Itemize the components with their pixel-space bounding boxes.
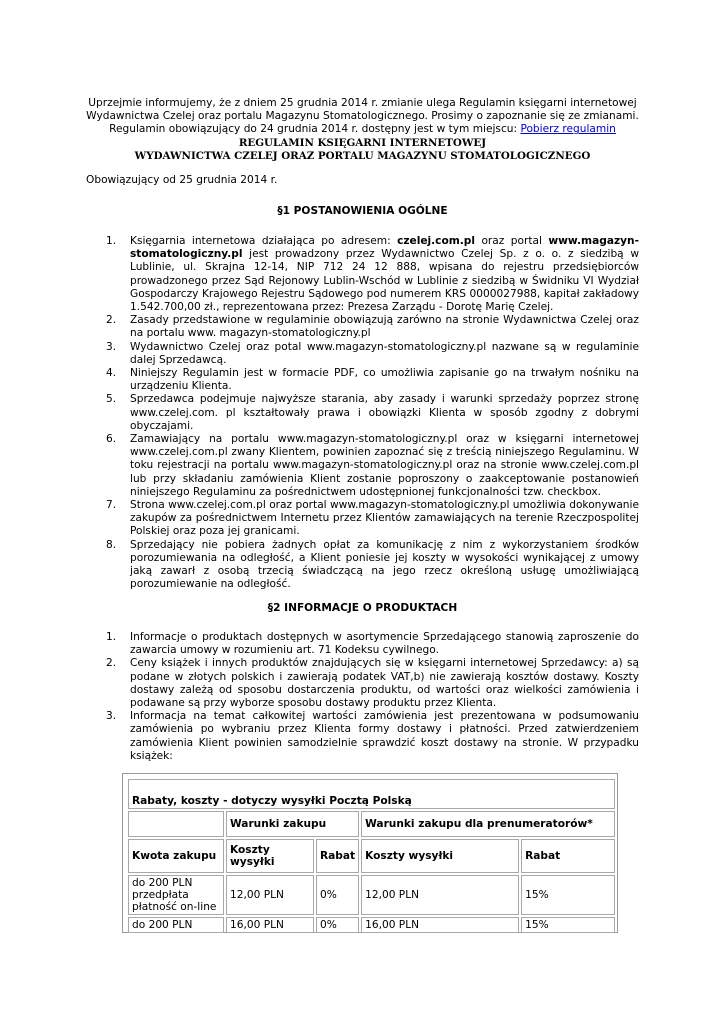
section1-heading: §1 POSTANOWIENIA OGÓLNE	[277, 205, 448, 217]
table-row: do 200 PLN 16,00 PLN 0% 16,00 PLN 15%	[128, 917, 615, 933]
list-item: 4. Niniejszy Regulamin jest w formacie PDF, co umożliwia zapisanie go na trwałym nośniku na urządzeniu Klienta.	[106, 367, 639, 393]
header-subscriber-discount: Rabat	[521, 839, 615, 873]
group-header-purchase-terms: Warunki zakupu	[226, 811, 359, 837]
list-item: 3. Informacja na temat całkowitej wartości zamówienia jest prezentowana w podsumowaniu zamówienia po wybraniu przez Klienta formy dostawy i płatności. Przed zatwierdzeniem zamówienia Klient powinien samodzielnie sprawdzić koszt dostawy na stronie. W przypadku książek:	[106, 710, 639, 762]
effective-date: Obowiązujący od 25 grudnia 2014 r.	[86, 174, 278, 186]
download-regulations-link[interactable]: Pobierz regulamin	[520, 123, 616, 136]
section2-heading: §2 INFORMACJE O PRODUKTACH	[267, 602, 458, 614]
notice-text: Uprzejmie informujemy, że z dniem 25 grudnia 2014 r. zmianie ulega Regulamin księgarni internetowej Wydawnictwa Czelej oraz portalu Magazynu Stomatologicznego. Prosimy o zapoznanie się ze zmianami. Regulamin obowiązujący do 24 grudnia 2014 r. dostępny jest w tym miejscu:	[86, 97, 639, 136]
change-notice	[86, 97, 639, 137]
document-title-line2: WYDAWNICTWA CZELEJ ORAZ PORTALU MAGAZYNU STOMATOLOGICZNEGO	[134, 150, 591, 162]
table-caption: Rabaty, koszty - dotyczy wysyłki Pocztą Polską	[128, 779, 615, 809]
list-item: 2. Zasady przedstawione w regulaminie obowiązują zarówno na stronie Wydawnictwa Czelej oraz na portalu www. magazyn-stomatologiczny.pl	[106, 314, 639, 340]
shipping-rates-table	[122, 773, 618, 933]
group-header-subscriber-terms: Warunki zakupu dla prenumeratorów*	[361, 811, 615, 837]
header-purchase-amount: Kwota zakupu	[128, 839, 224, 873]
list-item: 3. Wydawnictwo Czelej oraz potal www.magazyn-stomatologiczny.pl nazwane są w regulaminie dalej Sprzedawcą.	[106, 340, 639, 366]
list-item: 7. Strona www.czelej.com.pl oraz portal www.magazyn-stomatologiczny.pl umożliwia dokonywanie zakupów za pośrednictwem Internetu przez Klientów zamawiających na terenie Rzeczpospolitej Polskiej oraz poza jej granicami.	[106, 499, 639, 538]
list-item: 5. Sprzedawca podejmuje najwyższe starania, aby zasady i warunki sprzedaży poprzez stronę www.czelej.com. pl kształtowały prawa i obowiązki Klienta w sposób zgodny z dobrymi obyczajami.	[106, 393, 639, 432]
list-item: 8. Sprzedający nie pobiera żadnych opłat za komunikację z nim z wykorzystaniem środków porozumiewania na odległość, a Klient poniesie jej koszty w wysokości wynikającej z umowy jaką zawarł z osobą trzecią świadczącą na jego rzecz określoną usługę umożliwiającą porozumiewanie na odległość.	[106, 538, 639, 591]
header-subscriber-shipping-cost: Koszty wysyłki	[361, 839, 519, 873]
czelej-site-name: czelej.com.pl	[397, 235, 476, 247]
list-item: 1. Informacje o produktach dostępnych w asortymencie Sprzedającego stanowią zaproszenie do zawarcia umowy w rozumieniu art. 71 Kodeksu cywilnego.	[106, 631, 639, 657]
table-row: do 200 PLN przedpłata płatność on-line 12,00 PLN 0% 12,00 PLN 15%	[128, 875, 615, 915]
list-item: 6. Zamawiający na portalu www.magazyn-stomatologiczny.pl oraz w księgarni internetowej www.czelej.com.pl zwany Klientem, powinien zapoznać się z treścią niniejszego Regulaminu. W toku rejestracji na portalu www.magazyn-stomatologiczny.pl oraz na stronie www.czelej.com.pl lub przy składaniu zamówienia Klient zostanie poproszony o zaakceptowanie postanowień niniejszego Regulaminu za pośrednictwem udostępnionej funkcjonalności tzw. checkbox.	[106, 433, 639, 498]
section2-list	[86, 631, 639, 763]
rates-grid	[126, 777, 617, 935]
header-discount: Rabat	[316, 839, 359, 873]
list-item: 1. Księgarnia internetowa działająca po adresem: czelej.com.pl oraz portal www.magazyn-stomatologiczny.pl jest prowadzony przez Wydawnictwo Czelej Sp. z o. o. z siedzibą w Lublinie, ul. Skrajna 12-14, NIP 712 24 12 888, wpisana do rejestru przedsiębiorców prowadzonego przez Sąd Rejonowy Lublin-Wschód w Lublinie z siedzibą w Świdniku VI Wydział Gospodarczy Krajowego Rejestru Sądowego pod numerem KRS 0000027988, kapitał zakładowy 1.542.700,00 zł., reprezentowana przez: Prezesa Zarządu - Dorotę Marię Czelej.	[106, 235, 639, 314]
header-shipping-cost: Koszty wysyłki	[226, 839, 314, 873]
section1-list	[86, 235, 639, 591]
document-title-line1: REGULAMIN KSIĘGARNI INTERNETOWEJ	[238, 137, 487, 149]
empty-cell	[128, 811, 224, 837]
list-item: 2. Ceny książek i innych produktów znajdujących się w księgarni internetowej Sprzedawcy: a) są podane w złotych polskich i zawierają podatek VAT,b) nie zawierają kosztów dostawy. Koszty dostawy zależą od sposobu dostarczenia produktu, od wartości oraz wielkości zamówienia i podawane są przy wyborze sposobu dostawy produktu przez Klienta.	[106, 657, 639, 710]
magazyn-site-name: www.magazyn-stomatologiczny.pl	[130, 235, 639, 261]
